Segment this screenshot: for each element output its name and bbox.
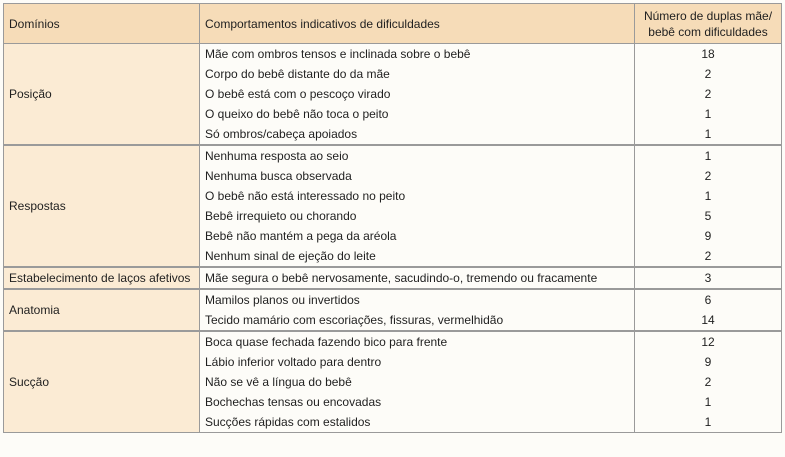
breastfeeding-difficulties-table xyxy=(3,3,782,433)
behavior-cell: Tecido mamário com escoriações, fissuras, vermelhidão xyxy=(200,310,635,331)
count-cell: 12 xyxy=(635,331,782,352)
behavior-cell: Nenhuma resposta ao seio xyxy=(200,145,635,166)
table-row xyxy=(4,331,782,352)
behavior-cell: Mamilos planos ou invertidos xyxy=(200,289,635,310)
count-cell: 2 xyxy=(635,372,782,392)
header-domains: Domínios xyxy=(4,4,200,44)
behavior-cell: Bebê não mantém a pega da aréola xyxy=(200,226,635,246)
count-cell: 1 xyxy=(635,145,782,166)
domain-cell: Respostas xyxy=(4,145,200,267)
table-row xyxy=(4,289,782,310)
behavior-cell: Bebê irrequieto ou chorando xyxy=(200,206,635,226)
count-cell: 5 xyxy=(635,206,782,226)
behavior-cell: Mãe com ombros tensos e inclinada sobre o bebê xyxy=(200,44,635,65)
count-cell: 3 xyxy=(635,267,782,289)
count-cell: 1 xyxy=(635,104,782,124)
table-row xyxy=(4,145,782,166)
count-cell: 1 xyxy=(635,392,782,412)
header-count: Número de duplas mãe/ bebê com dificuldades xyxy=(635,4,782,44)
behavior-cell: Nenhum sinal de ejeção do leite xyxy=(200,246,635,267)
behavior-cell: O bebê não está interessado no peito xyxy=(200,186,635,206)
count-cell: 1 xyxy=(635,186,782,206)
domain-cell: Posição xyxy=(4,44,200,146)
count-cell: 2 xyxy=(635,166,782,186)
domain-cell: Estabelecimento de laços afetivos xyxy=(4,267,200,289)
behavior-cell: Mãe segura o bebê nervosamente, sacudindo-o, tremendo ou fracamente xyxy=(200,267,635,289)
count-cell: 18 xyxy=(635,44,782,65)
behavior-cell: Boca quase fechada fazendo bico para frente xyxy=(200,331,635,352)
behavior-cell: O bebê está com o pescoço virado xyxy=(200,84,635,104)
behavior-cell: Corpo do bebê distante do da mãe xyxy=(200,64,635,84)
behavior-cell: Nenhuma busca observada xyxy=(200,166,635,186)
behavior-cell: Não se vê a língua do bebê xyxy=(200,372,635,392)
behavior-cell: Só ombros/cabeça apoiados xyxy=(200,124,635,145)
count-cell: 9 xyxy=(635,352,782,372)
behavior-cell: Lábio inferior voltado para dentro xyxy=(200,352,635,372)
behavior-cell: Bochechas tensas ou encovadas xyxy=(200,392,635,412)
header-row xyxy=(4,4,782,44)
count-cell: 14 xyxy=(635,310,782,331)
table-body xyxy=(4,44,782,433)
domain-cell: Sucção xyxy=(4,331,200,433)
domain-cell: Anatomia xyxy=(4,289,200,331)
count-cell: 2 xyxy=(635,84,782,104)
count-cell: 2 xyxy=(635,64,782,84)
behavior-cell: Sucções rápidas com estalidos xyxy=(200,412,635,433)
behavior-cell: O queixo do bebê não toca o peito xyxy=(200,104,635,124)
count-cell: 2 xyxy=(635,246,782,267)
count-cell: 6 xyxy=(635,289,782,310)
count-cell: 1 xyxy=(635,412,782,433)
count-cell: 9 xyxy=(635,226,782,246)
count-cell: 1 xyxy=(635,124,782,145)
header-behaviors: Comportamentos indicativos de dificuldades xyxy=(200,4,635,44)
table-row xyxy=(4,44,782,65)
table-row xyxy=(4,267,782,289)
